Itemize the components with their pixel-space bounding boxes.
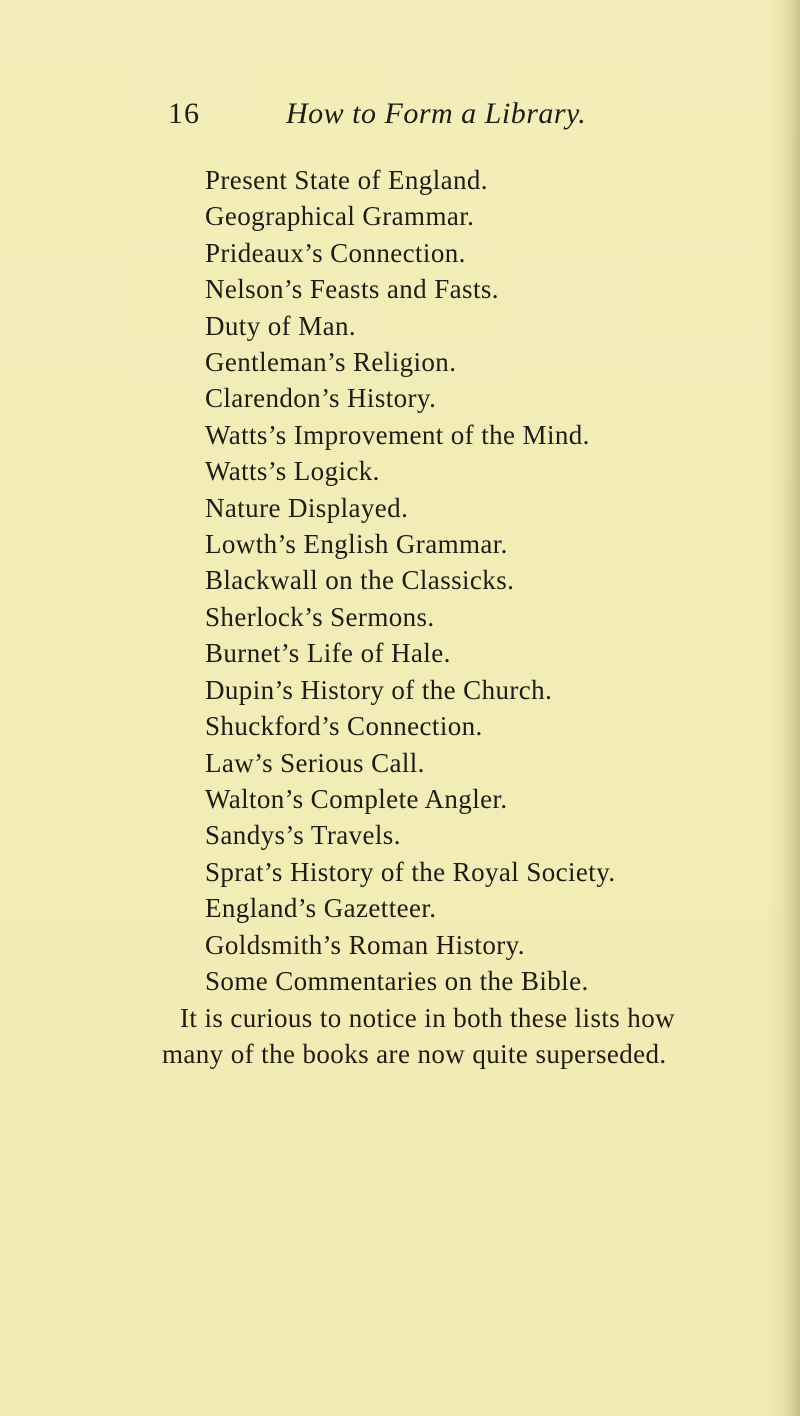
running-title: How to Form a Library.: [286, 97, 587, 130]
book-list-item: Sandys’s Travels.: [205, 820, 401, 851]
closing-line-2: many of the books are now quite superseded.: [162, 1039, 667, 1070]
book-list-item: Sprat’s History of the Royal Society.: [205, 856, 616, 887]
book-list-item: Burnet’s Life of Hale.: [205, 638, 451, 669]
book-list-item: Law’s Serious Call.: [205, 747, 425, 778]
book-list-item: Some Commentaries on the Bible.: [205, 965, 589, 996]
book-list-item: Shuckford’s Connection.: [205, 711, 483, 742]
book-list-item: Walton’s Complete Angler.: [205, 783, 508, 814]
book-list: [205, 162, 616, 999]
book-list-item: Lowth’s English Grammar.: [205, 529, 508, 560]
book-list-item: Geographical Grammar.: [205, 201, 475, 232]
running-head: [168, 92, 628, 136]
book-list-item: Goldsmith’s Roman History.: [205, 929, 525, 960]
page-edge-shadow: [782, 0, 800, 1416]
book-list-item: Watts’s Logick.: [205, 456, 380, 487]
book-list-item: England’s Gazetteer.: [205, 893, 437, 924]
book-list-item: Prideaux’s Connection.: [205, 237, 466, 268]
book-list-item: Clarendon’s History.: [205, 383, 437, 414]
book-list-item: Sherlock’s Sermons.: [205, 601, 435, 632]
book-list-item: Watts’s Improvement of the Mind.: [205, 419, 590, 450]
closing-paragraph: [162, 1000, 800, 1073]
book-list-item: Duty of Man.: [205, 310, 357, 341]
book-list-item: Present State of England.: [205, 165, 488, 195]
book-list-item: Blackwall on the Classicks.: [205, 565, 515, 596]
book-list-item: Dupin’s History of the Church.: [205, 674, 553, 705]
book-list-item: Nature Displayed.: [205, 492, 409, 523]
book-list-item: Nelson’s Feasts and Fasts.: [205, 274, 499, 305]
book-list-item: Gentleman’s Religion.: [205, 347, 457, 378]
page-number: 16: [168, 97, 200, 130]
closing-line-1: It is curious to notice in both these lists how: [180, 1003, 676, 1033]
